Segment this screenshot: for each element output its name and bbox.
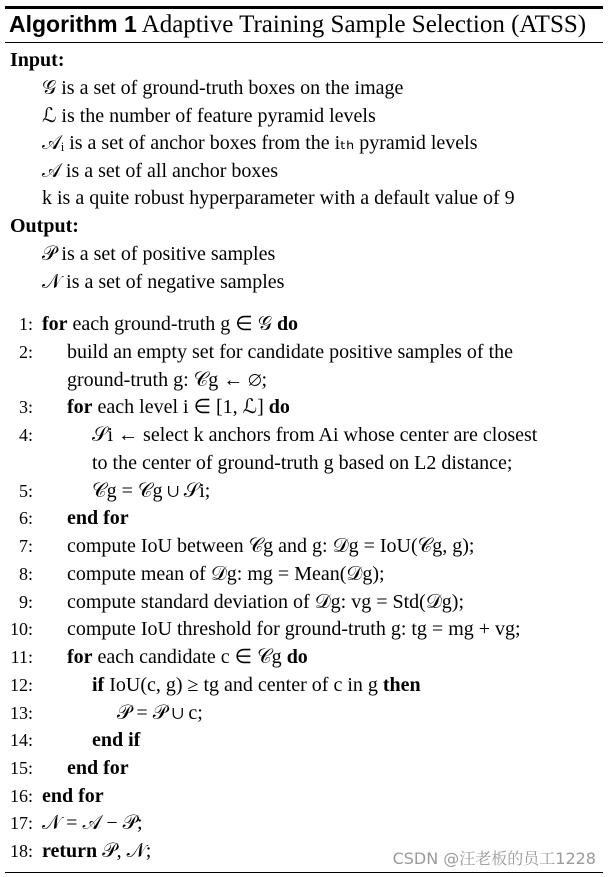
step-number: 13: xyxy=(9,703,33,723)
step-number: 3: xyxy=(18,397,33,417)
step-keyword: end for xyxy=(67,757,129,779)
step-body xyxy=(67,756,129,780)
title-rule xyxy=(5,42,603,43)
step-number: 18: xyxy=(9,841,33,861)
step-body xyxy=(92,451,512,475)
step-body xyxy=(67,590,464,614)
step-number: 7: xyxy=(18,536,33,556)
input-heading: Input: xyxy=(10,49,65,71)
bottom-rule xyxy=(5,872,603,873)
step-body xyxy=(67,368,267,392)
input-item: 𝒜 is a set of all anchor boxes xyxy=(42,160,279,182)
step-body xyxy=(92,673,421,697)
step-keyword: if xyxy=(92,674,105,696)
step-keyword: then xyxy=(382,674,421,696)
step-body xyxy=(67,395,290,419)
step-line xyxy=(0,590,605,614)
step-body xyxy=(92,728,140,752)
step-keyword: for xyxy=(67,396,93,418)
algorithm-title xyxy=(9,9,599,40)
step-line xyxy=(0,312,605,336)
step-line xyxy=(0,811,605,835)
step-number: 17: xyxy=(9,813,33,833)
algorithm-name: Adaptive Training Sample Selection (ATSS) xyxy=(141,11,587,38)
step-line xyxy=(0,340,605,364)
step-line xyxy=(0,728,605,752)
step-keyword: do xyxy=(286,646,308,668)
step-line xyxy=(0,645,605,669)
step-text: 𝒞g = 𝒞g ∪ 𝒮i; xyxy=(92,480,211,502)
step-body xyxy=(67,506,129,530)
step-body xyxy=(42,811,143,835)
step-line xyxy=(0,395,605,419)
step-text: each level i ∈ [1, ℒ] xyxy=(92,396,269,418)
output-item: 𝒫 is a set of positive samples xyxy=(42,243,276,265)
step-number: 14: xyxy=(9,730,33,750)
step-line xyxy=(0,368,605,392)
step-number: 8: xyxy=(18,564,33,584)
step-number: 6: xyxy=(18,508,33,528)
step-keyword: for xyxy=(67,646,93,668)
step-text: to the center of ground-truth g based on L2 distance; xyxy=(92,452,513,474)
step-text: IoU(c, g) ≥ tg and center of c in g xyxy=(104,674,383,696)
step-keyword: do xyxy=(268,396,290,418)
step-line xyxy=(0,756,605,780)
step-text: 𝒮i ← select k anchors from Ai whose center are closest xyxy=(92,424,538,446)
step-body xyxy=(92,423,537,447)
step-text: compute IoU between 𝒞g and g: 𝒟g = IoU(𝒞g, g); xyxy=(67,535,475,557)
step-keyword: return xyxy=(42,840,98,862)
input-item: 𝒜ᵢ is a set of anchor boxes from the iₜₕ pyramid levels xyxy=(42,132,478,154)
step-keyword: end for xyxy=(42,785,104,807)
step-number: 11: xyxy=(10,647,33,667)
step-number: 10: xyxy=(9,619,33,639)
step-line xyxy=(0,617,605,641)
step-body xyxy=(42,312,298,336)
step-line xyxy=(0,506,605,530)
step-text: 𝒫 = 𝒫 ∪ c; xyxy=(117,702,203,724)
step-number: 9: xyxy=(18,592,33,612)
input-item: 𝒢 is a set of ground-truth boxes on the image xyxy=(42,77,404,99)
step-text: compute standard deviation of 𝒟g: vg = Std(𝒟g); xyxy=(67,591,465,613)
step-keyword: end if xyxy=(92,729,141,751)
step-number: 2: xyxy=(18,342,33,362)
step-keyword: do xyxy=(276,313,299,335)
step-line xyxy=(0,562,605,586)
step-body xyxy=(67,340,513,364)
step-number: 15: xyxy=(9,758,33,778)
step-number: 1: xyxy=(18,314,33,334)
step-line xyxy=(0,784,605,808)
step-body xyxy=(42,784,104,808)
output-item: 𝒩 is a set of negative samples xyxy=(42,271,285,293)
step-number: 4: xyxy=(18,425,33,445)
step-line xyxy=(0,701,605,725)
step-body xyxy=(67,562,385,586)
step-text: compute mean of 𝒟g: mg = Mean(𝒟g); xyxy=(67,563,385,585)
step-line xyxy=(0,423,605,447)
step-text: each ground-truth g ∈ 𝒢 xyxy=(67,313,277,335)
step-body xyxy=(67,617,521,641)
input-item: k is a quite robust hyperparameter with a default value of 9 xyxy=(42,187,515,209)
step-keyword: for xyxy=(42,313,68,335)
step-body xyxy=(92,479,210,503)
step-body xyxy=(117,701,203,725)
step-body xyxy=(67,534,474,558)
step-line xyxy=(0,673,605,697)
step-text: ground-truth g: 𝒞g ← ∅; xyxy=(67,369,268,391)
algorithm-label: Algorithm 1 xyxy=(9,11,137,37)
step-body xyxy=(67,645,308,669)
step-text: compute IoU threshold for ground-truth g: tg = mg + vg; xyxy=(67,618,521,640)
step-text: 𝒫, 𝒩; xyxy=(97,840,152,862)
step-number: 16: xyxy=(9,786,33,806)
input-item: ℒ is the number of feature pyramid levels xyxy=(42,105,376,127)
step-text: each candidate c ∈ 𝒞g xyxy=(92,646,287,668)
step-number: 12: xyxy=(9,675,33,695)
step-text: 𝒩 = 𝒜 − 𝒫; xyxy=(42,812,143,834)
step-keyword: end for xyxy=(67,507,129,529)
step-body xyxy=(42,839,151,863)
output-heading: Output: xyxy=(10,215,79,237)
step-line xyxy=(0,534,605,558)
step-line xyxy=(0,451,605,475)
step-number: 5: xyxy=(18,481,33,501)
step-text: build an empty set for candidate positive samples of the xyxy=(67,341,513,363)
watermark: CSDN @汪老板的员工1228 xyxy=(392,849,596,868)
step-line xyxy=(0,479,605,503)
